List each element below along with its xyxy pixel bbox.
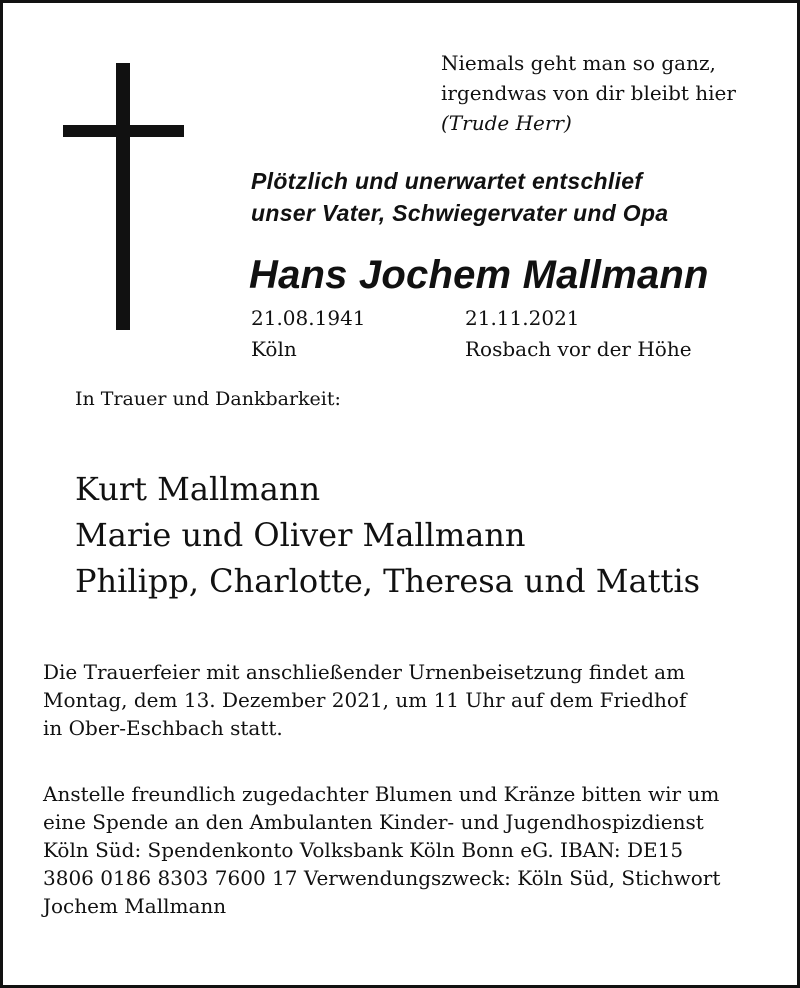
cross-horizontal-bar xyxy=(63,125,184,137)
ceremony-line-1: Die Trauerfeier mit anschließender Urnenbeisetzung findet am xyxy=(43,660,686,684)
ceremony-line-3: in Ober-Eschbach statt. xyxy=(43,716,283,740)
intro-line-2: unser Vater, Schwiegervater und Opa xyxy=(251,200,669,226)
thanks-line: In Trauer und Dankbarkeit: xyxy=(75,388,341,410)
mourner-item: Kurt Mallmann xyxy=(75,470,321,508)
donation-line-5: Jochem Mallmann xyxy=(43,894,227,918)
mourner-item: Marie und Oliver Mallmann xyxy=(75,516,526,554)
ceremony-paragraph xyxy=(43,658,773,742)
death-date: 21.11.2021 xyxy=(465,306,580,330)
mourners-list xyxy=(75,466,700,604)
donation-line-1: Anstelle freundlich zugedachter Blumen und Kränze bitten wir um xyxy=(43,782,720,806)
donation-line-4: 3806 0186 8303 7600 17 Verwendungszweck: Köln Süd, Stichwort xyxy=(43,866,721,890)
donation-paragraph xyxy=(43,780,773,920)
deceased-name: Hans Jochem Mallmann xyxy=(249,253,709,297)
intro-text xyxy=(251,165,668,229)
quote-line-2: irgendwas von dir bleibt hier xyxy=(441,81,736,105)
donation-line-3: Köln Süd: Spendenkonto Volksbank Köln Bonn eG. IBAN: DE15 xyxy=(43,838,684,862)
cross-vertical-bar xyxy=(116,63,130,330)
mourner-item: Philipp, Charlotte, Theresa und Mattis xyxy=(75,562,701,600)
death-place: Rosbach vor der Höhe xyxy=(465,337,692,361)
ceremony-line-2: Montag, dem 13. Dezember 2021, um 11 Uhr auf dem Friedhof xyxy=(43,688,687,712)
birth-date: 21.08.1941 xyxy=(251,306,366,330)
donation-line-2: eine Spende an den Ambulanten Kinder- und Jugendhospizdienst xyxy=(43,810,704,834)
intro-line-1: Plötzlich und unerwartet entschlief xyxy=(251,168,643,194)
quote-author: (Trude Herr) xyxy=(441,111,572,135)
birth-place: Köln xyxy=(251,337,297,361)
quote-line-1: Niemals geht man so ganz, xyxy=(441,51,716,75)
quote-block xyxy=(441,48,736,138)
